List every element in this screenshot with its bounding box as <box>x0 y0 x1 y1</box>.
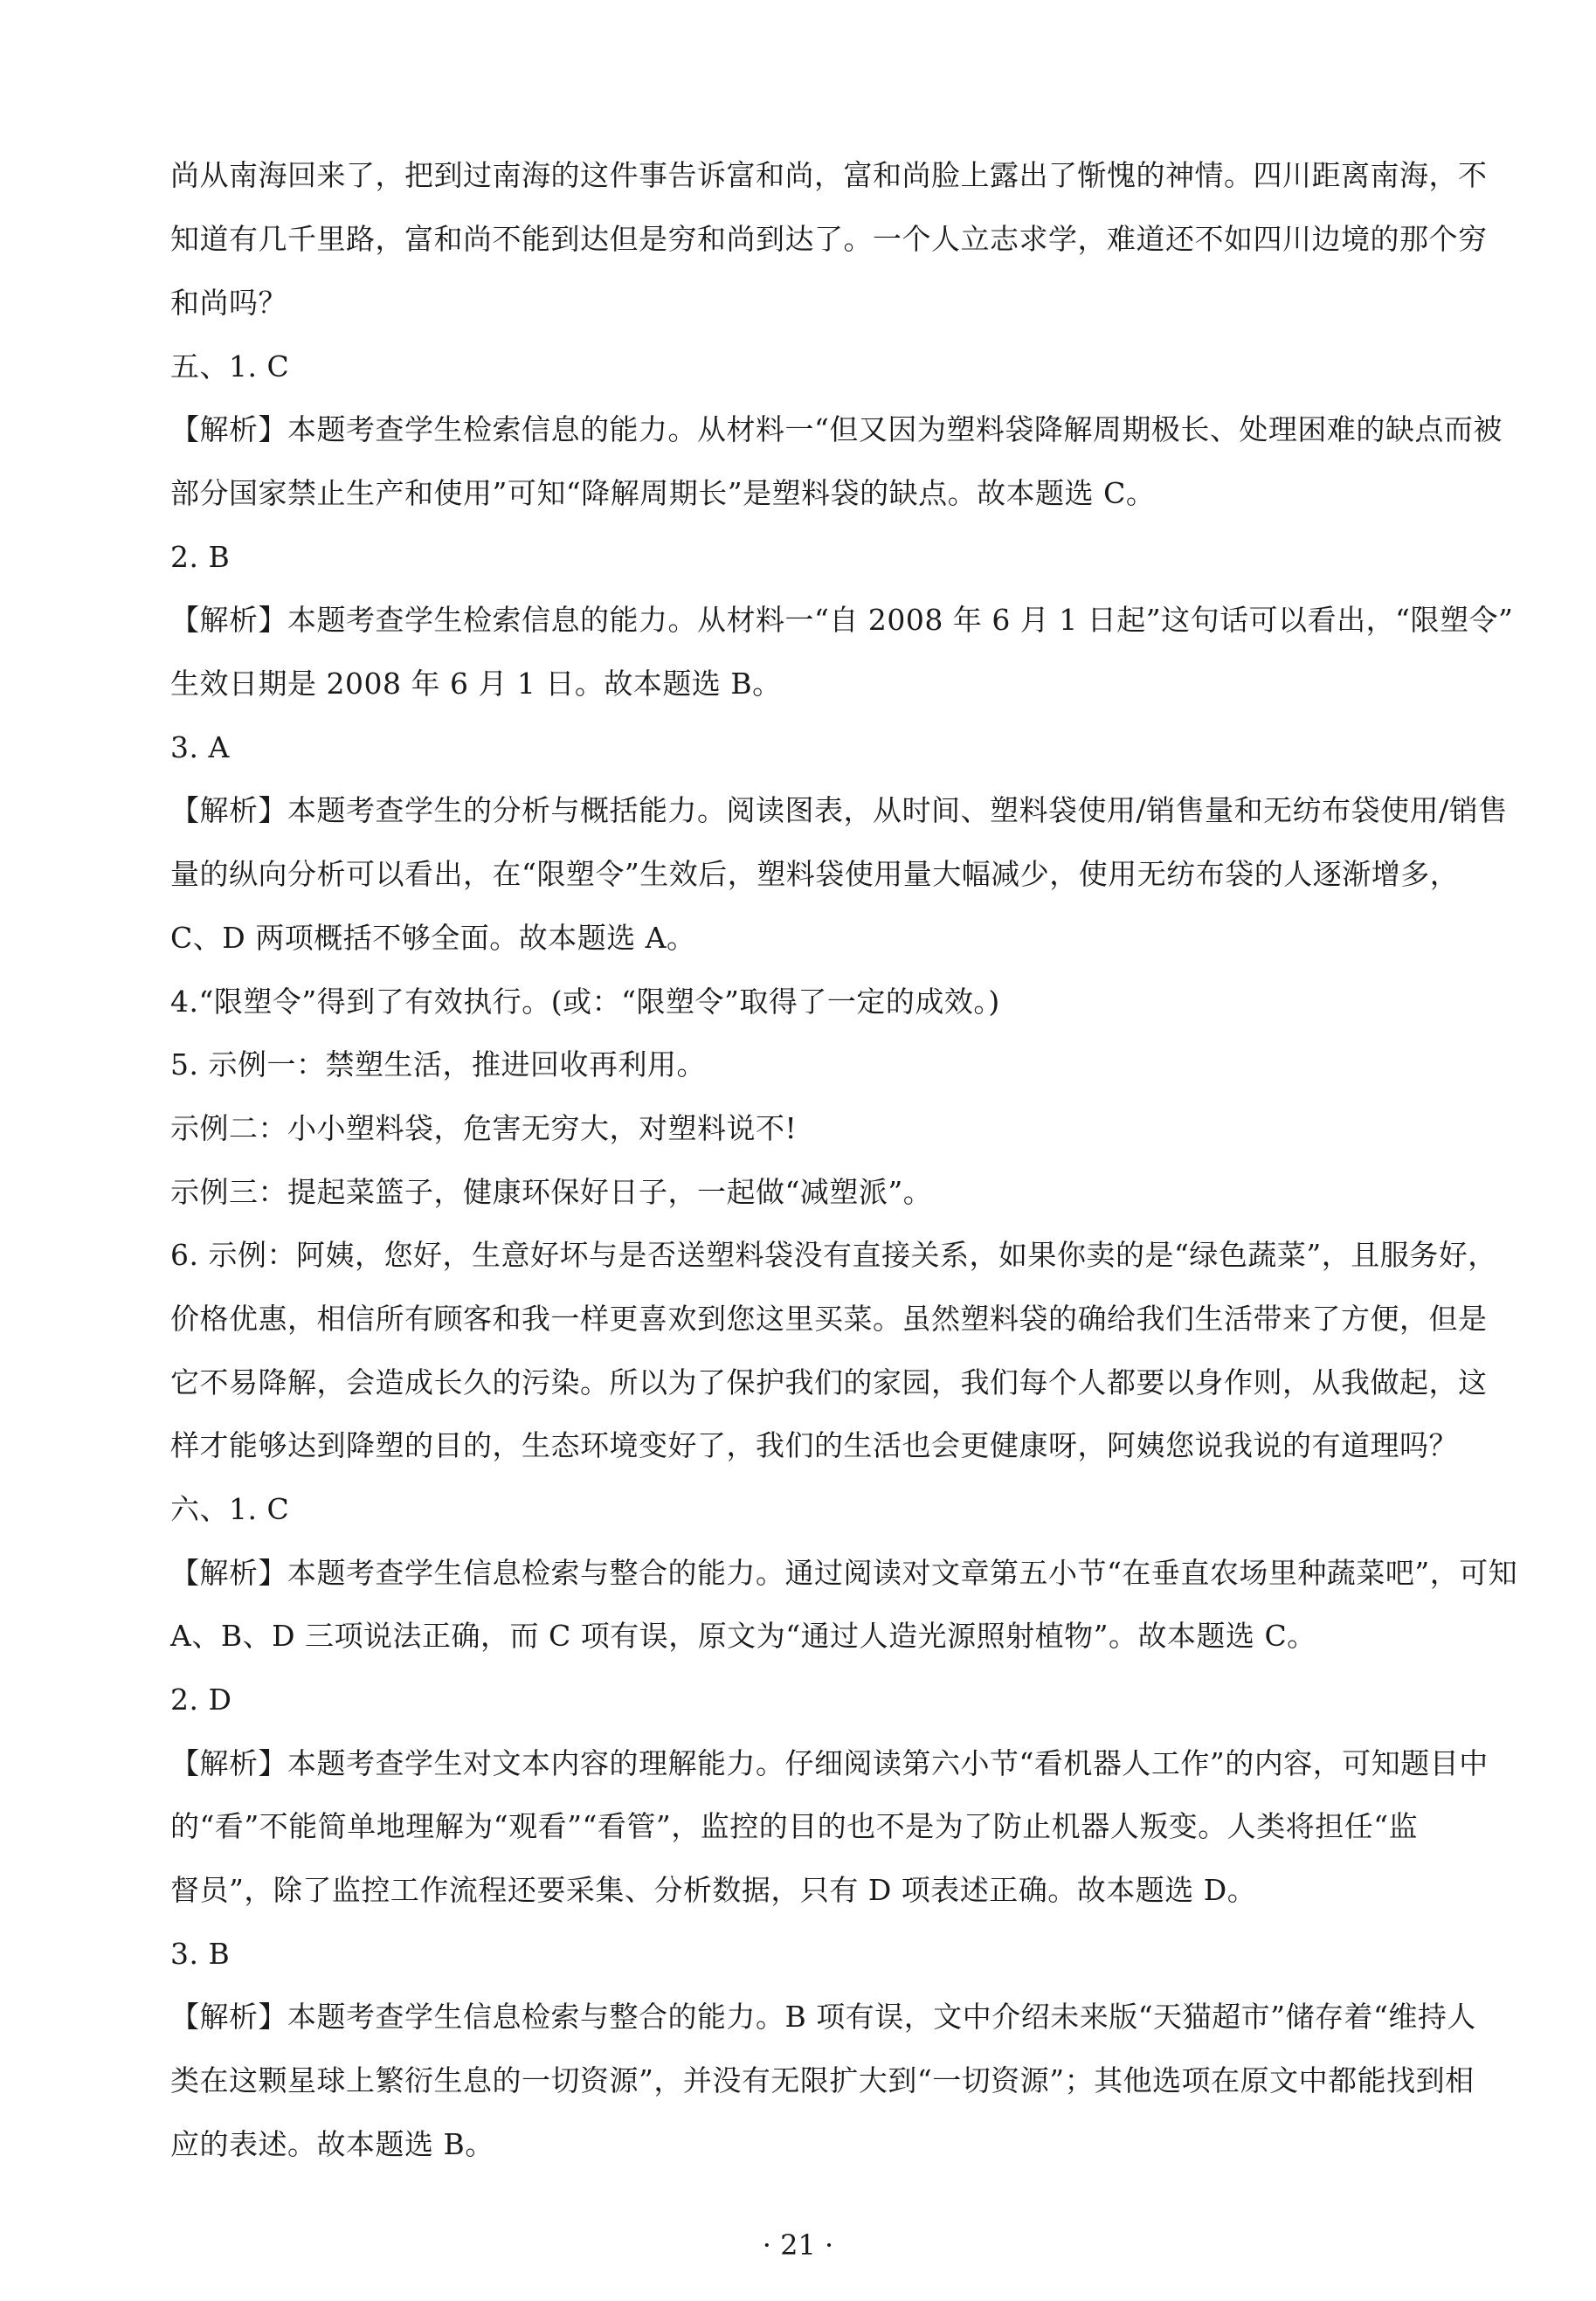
question-number: 3. B <box>170 1937 231 1971</box>
text-line: 督员”，除了监控工作流程还要采集、分析数据，只有 D 项表述正确。故本题选 D。 <box>170 1873 1257 1907</box>
question-number: 2. D <box>170 1683 232 1717</box>
text-line: 尚从南海回来了，把到过南海的这件事告诉富和尚，富和尚脸上露出了惭愧的神情。四川距离南海，不 <box>170 158 1488 192</box>
question-number: 2. B <box>170 540 231 574</box>
page-number: · 21 · <box>762 2228 834 2262</box>
text-line: 应的表述。故本题选 B。 <box>170 2127 494 2161</box>
text-line: 知道有几千里路，富和尚不能到达但是穷和尚到达了。一个人立志求学，难道还不如四川边境的那个穷 <box>170 222 1488 256</box>
answer-line: 示例二：小小塑料袋，危害无穷大，对塑料说不! <box>170 1111 798 1145</box>
text-line: 它不易降解，会造成长久的污染。所以为了保护我们的家园，我们每个人都要以身作则，从我做起，这 <box>170 1365 1488 1399</box>
answer-line: 5. 示例一：禁塑生活，推进回收再利用。 <box>170 1047 706 1081</box>
answer-line: 6. 示例：阿姨，您好，生意好坏与是否送塑料袋没有直接关系，如果你卖的是“绿色蔬菜”，且服务好， <box>170 1238 1497 1272</box>
analysis-line: 【解析】本题考查学生信息检索与整合的能力。通过阅读对文章第五小节“在垂直农场里种蔬菜吧”，可知 <box>170 1556 1518 1590</box>
text-line: 和尚吗？ <box>170 286 287 320</box>
answer-line: 4.“限塑令”得到了有效执行。(或：“限塑令”取得了一定的成效。) <box>170 985 1000 1019</box>
question-number: 五、1. C <box>170 349 290 384</box>
analysis-line: 【解析】本题考查学生检索信息的能力。从材料一“但又因为塑料袋降解周期极长、处理困难的缺点而被 <box>170 412 1503 446</box>
analysis-line: 【解析】本题考查学生检索信息的能力。从材料一“自 2008 年 6 月 1 日起”这句话可以看出，“限塑令” <box>170 603 1514 637</box>
analysis-line: 【解析】本题考查学生的分析与概括能力。阅读图表，从时间、塑料袋使用/销售量和无纺布袋使用/销售 <box>170 793 1508 827</box>
analysis-line: 【解析】本题考查学生对文本内容的理解能力。仔细阅读第六小节“看机器人工作”的内容，可知题目中 <box>170 1746 1489 1780</box>
answer-line: 示例三：提起菜篮子，健康环保好日子，一起做“减塑派”。 <box>170 1175 933 1209</box>
text-line: 量的纵向分析可以看出，在“限塑令”生效后，塑料袋使用量大幅减少，使用无纺布袋的人逐渐增多， <box>170 857 1460 891</box>
question-number: 3. A <box>170 730 230 764</box>
text-line: C、D 两项概括不够全面。故本题选 A。 <box>170 921 696 955</box>
text-line: 的“看”不能简单地理解为“观看”“看管”，监控的目的也不是为了防止机器人叛变。人类将担任“监 <box>170 1809 1419 1843</box>
text-line: 部分国家禁止生产和使用”可知“降解周期长”是塑料袋的缺点。故本题选 C。 <box>170 476 1156 510</box>
analysis-line: 【解析】本题考查学生信息检索与整合的能力。B 项有误，文中介绍未来版“天猫超市”储存着“维持人 <box>170 2000 1476 2034</box>
text-line: 生效日期是 2008 年 6 月 1 日。故本题选 B。 <box>170 667 782 701</box>
text-line: 价格优惠，相信所有顾客和我一样更喜欢到您这里买菜。虽然塑料袋的确给我们生活带来了方便，但是 <box>170 1302 1488 1336</box>
text-line: A、B、D 三项说法正确，而 C 项有误，原文为“通过人造光源照射植物”。故本题选 C。 <box>170 1619 1316 1653</box>
question-number: 六、1. C <box>170 1492 290 1526</box>
text-line: 类在这颗星球上繁衍生息的一切资源”，并没有无限扩大到“一切资源”；其他选项在原文中都能找到相 <box>170 2063 1475 2097</box>
text-line: 样才能够达到降塑的目的，生态环境变好了，我们的生活也会更健康呀，阿姨您说我说的有道理吗？ <box>170 1428 1458 1462</box>
